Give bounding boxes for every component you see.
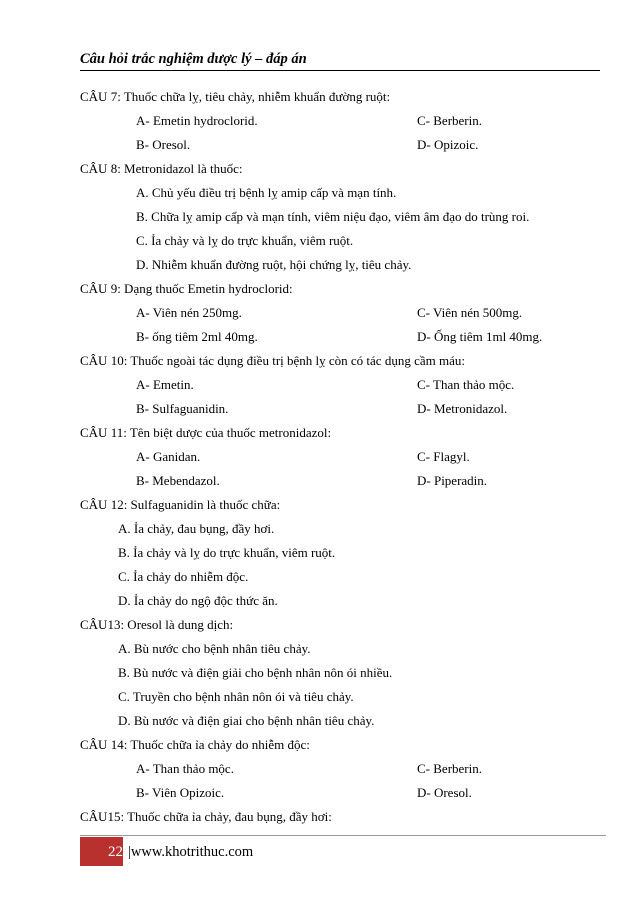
question-8-option-a: A. Chủ yếu điều trị bệnh lỵ amip cấp và mạn tính. [136, 185, 397, 200]
question-12-option-c: C. Ỉa chảy do nhiễm độc. [118, 569, 249, 584]
header-title: Câu hỏi trắc nghiệm dược lý – đáp án [80, 51, 307, 67]
question-9-option-d: D- Ống tiêm 1ml 40mg. [417, 329, 543, 344]
question-14-option-d: D- Oresol. [417, 785, 472, 800]
question-9-option-a: A- Viên nén 250mg. [136, 305, 242, 320]
question-8-title: CÂU 8: Metronidazol là thuốc: [80, 161, 243, 176]
question-10-option-c: C- Than thảo mộc. [417, 377, 515, 392]
page-number-box [80, 837, 123, 866]
question-12-option-d: D. Ỉa chảy do ngộ độc thức ăn. [118, 593, 278, 608]
question-8-option-d: D. Nhiễm khuẩn đường ruột, hội chứng lỵ, tiêu chảy. [136, 257, 412, 272]
question-8-option-c: C. Ỉa chảy và lỵ do trực khuẩn, viêm ruột. [136, 233, 354, 248]
question-14-option-c: C- Berberin. [417, 761, 482, 776]
question-10-option-b: B- Sulfaguanidin. [136, 401, 229, 416]
question-11-title: CÂU 11: Tên biệt dược của thuốc metronidazol: [80, 425, 332, 440]
question-11-option-a: A- Ganidan. [136, 449, 201, 464]
question-13-option-b: B. Bù nước và điện giải cho bệnh nhân nôn ói nhiều. [118, 665, 393, 680]
question-7-title: CÂU 7: Thuốc chữa lỵ, tiêu chảy, nhiễm khuẩn đường ruột: [80, 89, 391, 104]
question-7-option-d: D- Opizoic. [417, 137, 479, 152]
question-7-option-b: B- Oresol. [136, 137, 191, 152]
question-13-option-a: A. Bù nước cho bệnh nhân tiêu chảy. [118, 641, 311, 656]
question-12-title: CÂU 12: Sulfaguanidin là thuốc chữa: [80, 497, 281, 512]
question-14-title: CÂU 14: Thuốc chữa ỉa chảy do nhiễm độc: [80, 737, 310, 752]
question-13-option-c: C. Truyền cho bệnh nhân nôn ói và tiêu chảy. [118, 689, 354, 704]
question-10-title: CÂU 10: Thuốc ngoài tác dụng điều trị bệnh lỵ còn có tác dụng cầm máu: [80, 353, 465, 368]
question-11-option-c: C- Flagyl. [417, 449, 470, 464]
question-10-option-a: A- Emetin. [136, 377, 194, 392]
question-11-option-d: D- Piperadin. [417, 473, 488, 488]
page-number: 22 [108, 844, 123, 860]
question-12-option-a: A. Ỉa chảy, đau bụng, đầy hơi. [118, 521, 275, 536]
question-15-title: CÂU15: Thuốc chữa ỉa chảy, đau bụng, đầy hơi: [80, 809, 332, 824]
question-14-option-b: B- Viên Opizoic. [136, 785, 225, 800]
page-footer [80, 835, 606, 866]
question-7-option-a: A- Emetin hydroclorid. [136, 113, 258, 128]
question-13-title: CÂU13: Oresol là dung dịch: [80, 617, 234, 632]
question-9-option-c: C- Viên nén 500mg. [417, 305, 523, 320]
question-9-title: CÂU 9: Dạng thuốc Emetin hydroclorid: [80, 281, 293, 296]
question-12-option-b: B. Ỉa chảy và lỵ do trực khuẩn, viêm ruột. [118, 545, 336, 560]
question-8-option-b: B. Chữa lỵ amip cấp và mạn tính, viêm niệu đạo, viêm âm đạo do trùng roi. [136, 209, 530, 224]
question-9-option-b: B- ống tiêm 2ml 40mg. [136, 329, 258, 344]
question-7-option-c: C- Berberin. [417, 113, 482, 128]
question-13-option-d: D. Bù nước và điện giai cho bệnh nhân tiêu chảy. [118, 713, 375, 728]
question-10-option-d: D- Metronidazol. [417, 401, 508, 416]
footer-url[interactable]: |www.khotrithuc.com [128, 844, 254, 860]
question-11-option-b: B- Mebendazol. [136, 473, 220, 488]
question-14-option-a: A- Than thảo mộc. [136, 761, 234, 776]
